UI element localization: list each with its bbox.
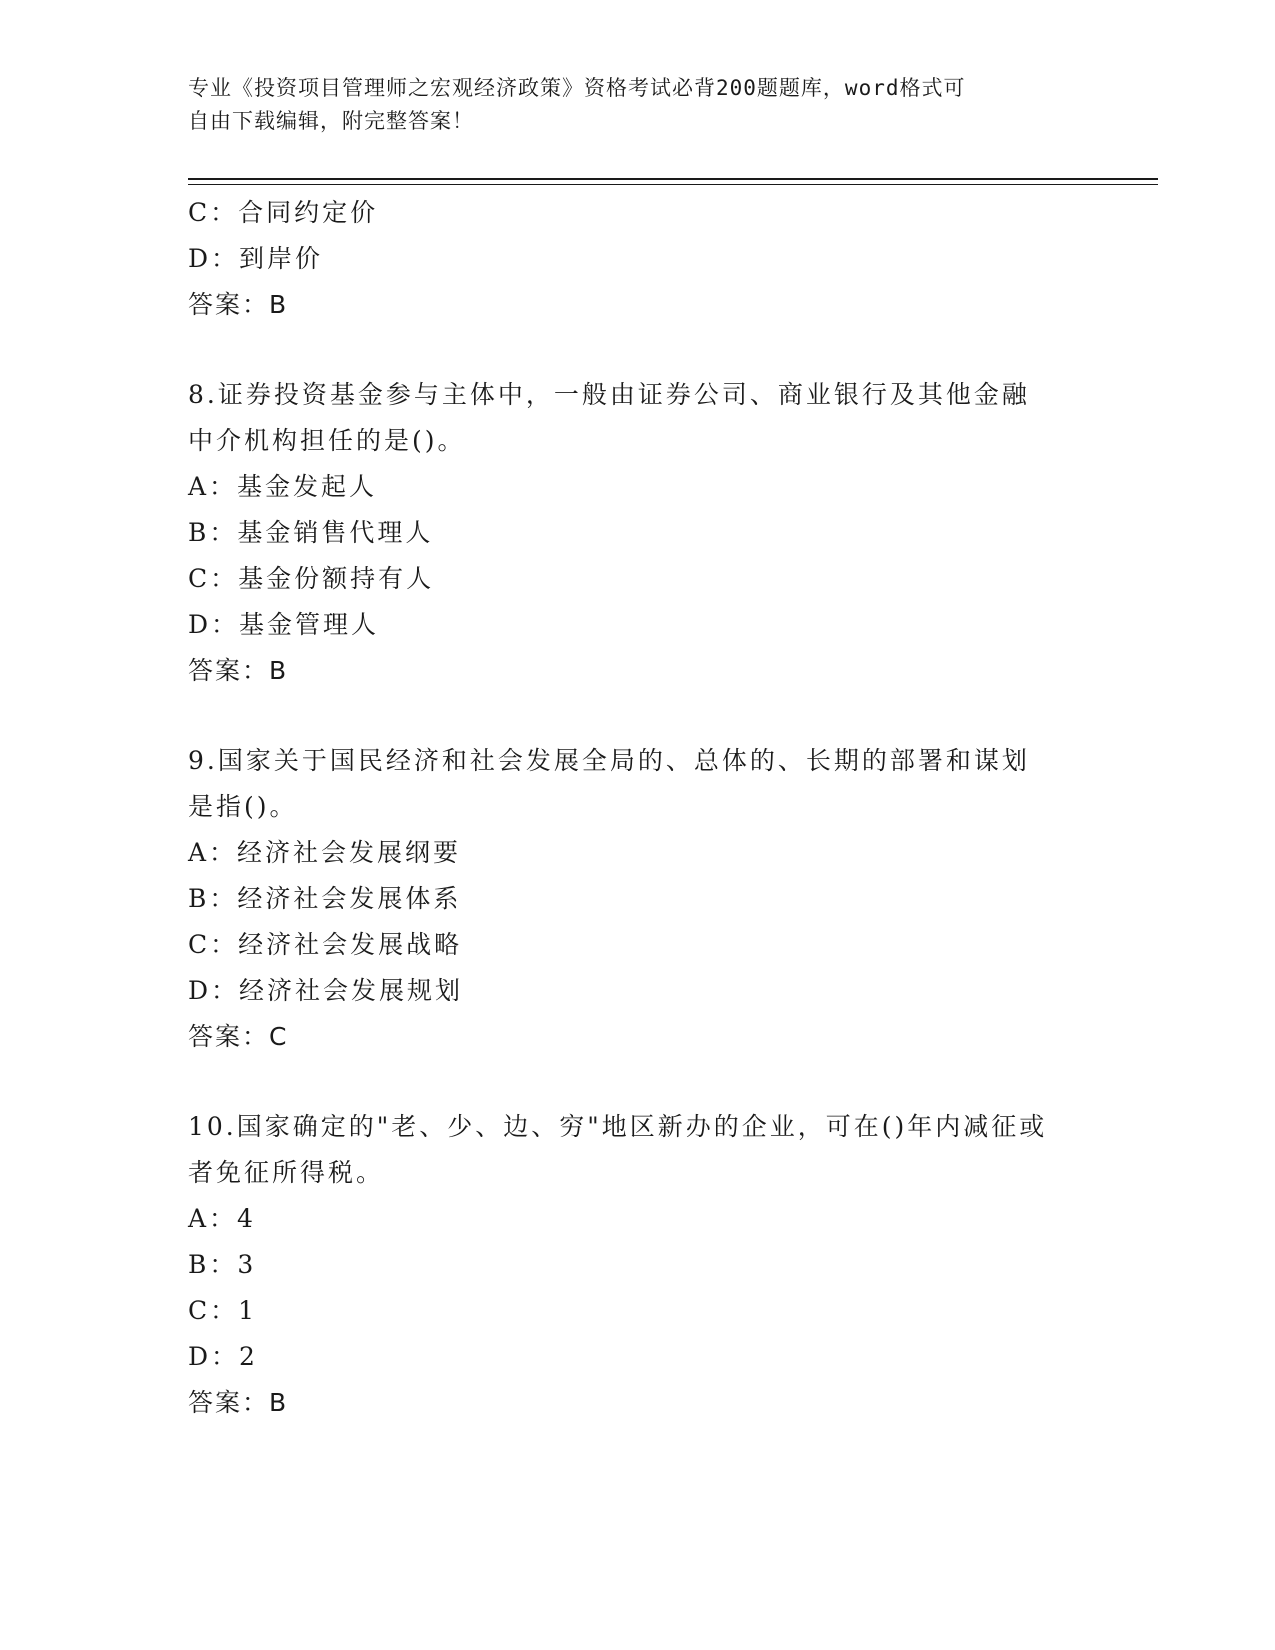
option-d: D：到岸价: [188, 244, 324, 273]
question-9: [188, 738, 1068, 1060]
option-d: D：经济社会发展规划: [188, 976, 464, 1005]
option-b: B：基金销售代理人: [188, 518, 434, 547]
option-b: B：经济社会发展体系: [188, 884, 462, 913]
option-d: D：2: [188, 1342, 258, 1371]
answer-line: 答案：B: [188, 656, 289, 685]
question-text-line-2: 中介机构担任的是()。: [188, 426, 466, 455]
option-a: A：基金发起人: [188, 472, 378, 501]
question-text-line-1: 8.证券投资基金参与主体中，一般由证券公司、商业银行及其他金融: [188, 380, 1030, 409]
question-content: [188, 190, 1088, 1426]
question-8: [188, 372, 1068, 694]
header-divider-thick: [188, 178, 1158, 180]
option-c: C：经济社会发展战略: [188, 930, 463, 959]
answer-line: 答案：C: [188, 1022, 289, 1051]
question-text-line-1: 9.国家关于国民经济和社会发展全局的、总体的、长期的部署和谋划: [188, 746, 1030, 775]
option-c: C：1: [188, 1296, 258, 1325]
header-title-line-2: 自由下载编辑，附完整答案！: [188, 109, 474, 133]
document-header: [188, 72, 1068, 138]
answer-line: 答案：B: [188, 290, 289, 319]
header-title-line-1: 专业《投资项目管理师之宏观经济政策》资格考试必背200题题库，word格式可: [188, 76, 966, 100]
option-b: B：3: [188, 1250, 257, 1279]
question-7-tail: [188, 190, 1068, 328]
option-d: D：基金管理人: [188, 610, 380, 639]
option-a: A：4: [188, 1204, 256, 1233]
question-text-line-2: 者免征所得税。: [188, 1158, 385, 1187]
option-a: A：经济社会发展纲要: [188, 838, 462, 867]
question-10: [188, 1104, 1068, 1426]
option-c: C：基金份额持有人: [188, 564, 435, 593]
answer-line: 答案：B: [188, 1388, 289, 1417]
question-text-line-1: 10.国家确定的"老、少、边、穷"地区新办的企业，可在()年内减征或: [188, 1112, 1048, 1141]
question-text-line-2: 是指()。: [188, 792, 298, 821]
header-divider-thin: [188, 184, 1158, 185]
option-c: C：合同约定价: [188, 198, 379, 227]
